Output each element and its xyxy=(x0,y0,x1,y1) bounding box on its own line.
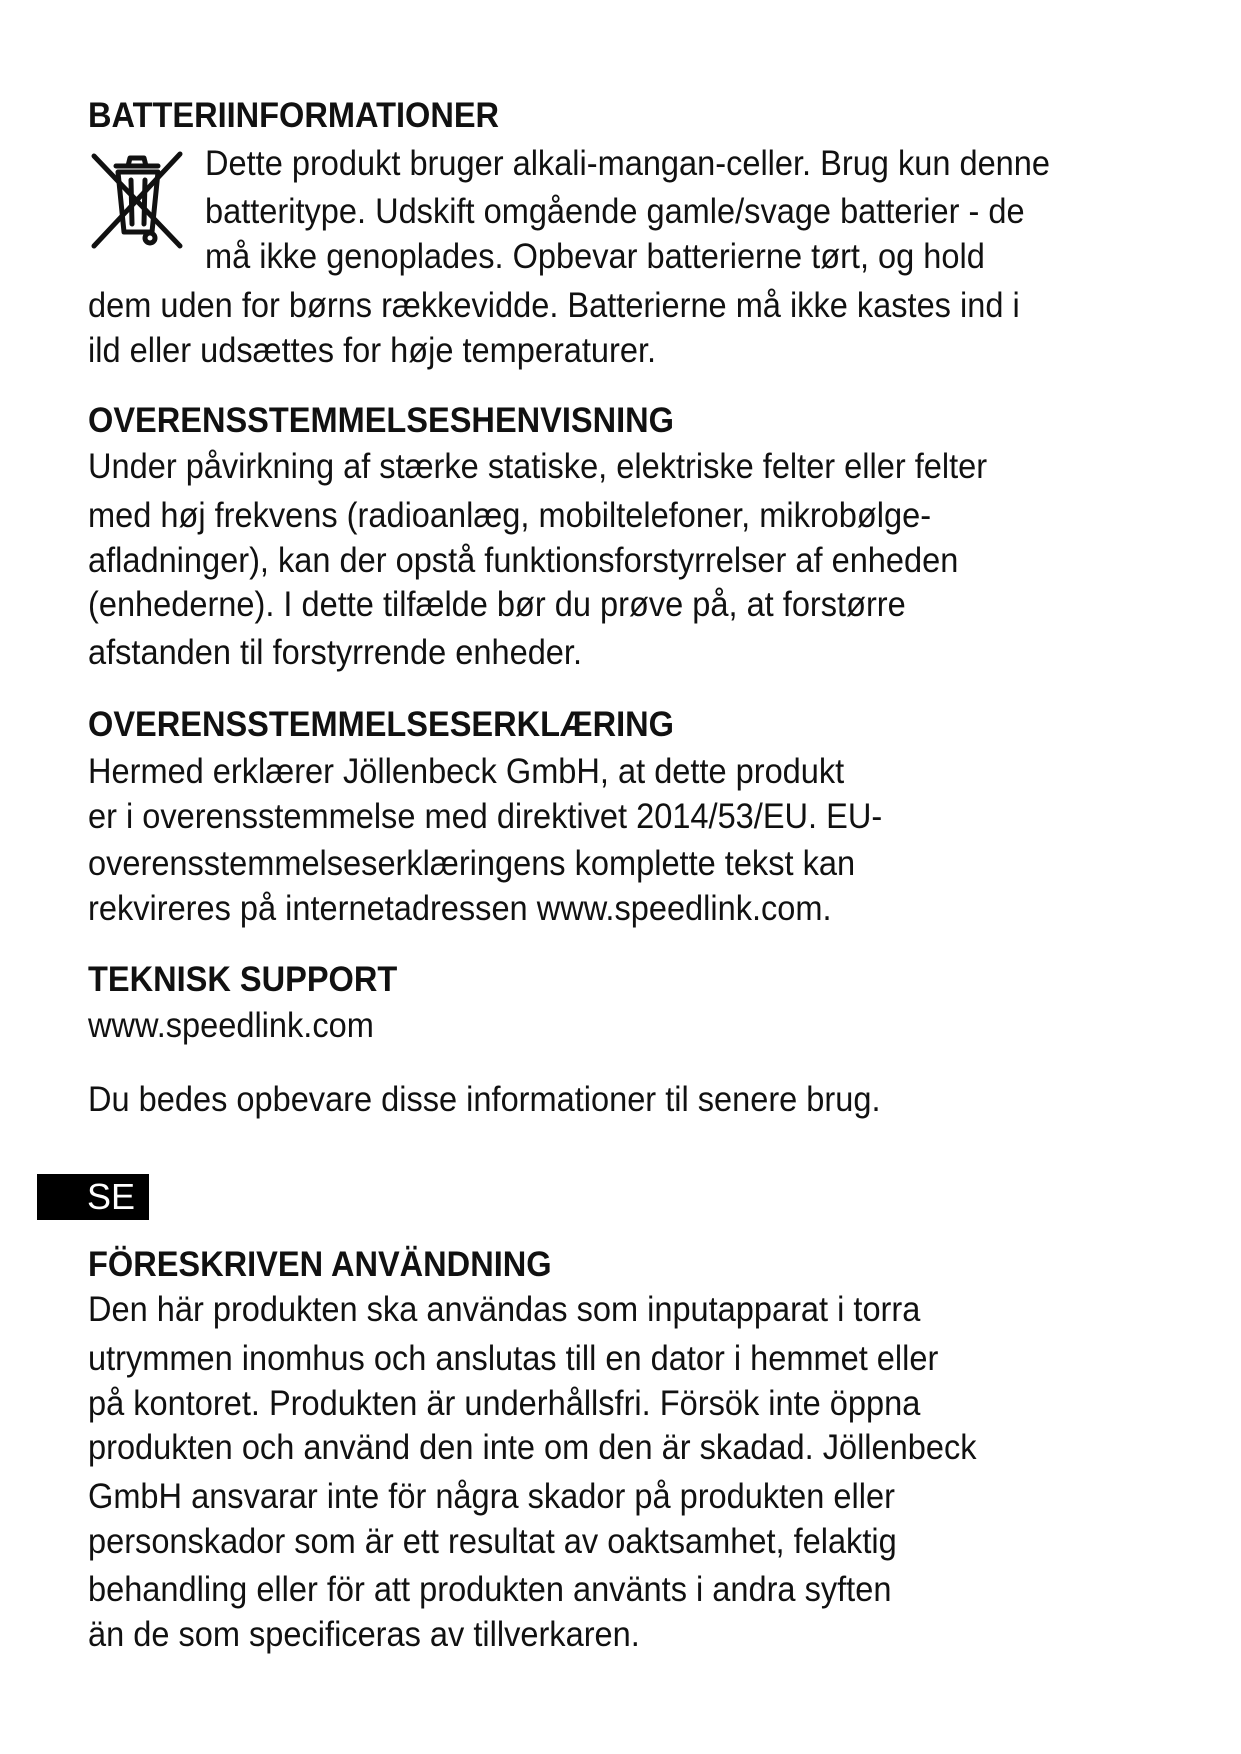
declaration-line-2: er i overensstemmelse med direktivet 2014/53/EU. EU- xyxy=(88,797,883,836)
battery-line-5: ild eller udsættes for høje temperaturer. xyxy=(88,331,657,370)
declaration-line-3: overensstemmelseserklæringens komplette tekst kan xyxy=(88,844,856,883)
intended-use-line-8: än de som specificeras av tillverkaren. xyxy=(88,1615,640,1654)
conformity-notice-line-1: Under påvirkning af stærke statiske, elektriske felter eller felter xyxy=(88,447,988,486)
intended-use-line-1: Den här produkten ska användas som inputapparat i torra xyxy=(88,1290,921,1329)
support-heading: TEKNISK SUPPORT xyxy=(88,960,398,999)
intended-use-line-2: utrymmen inomhus och anslutas till en dator i hemmet eller xyxy=(88,1339,939,1378)
battery-line-2: batteritype. Udskift omgående gamle/svage batterier - de xyxy=(205,192,1025,231)
intended-use-line-3: på kontoret. Produkten är underhållsfri. Försök inte öppna xyxy=(88,1384,921,1423)
conformity-notice-line-3: afladninger), kan der opstå funktionsforstyrrelser af enheden xyxy=(88,541,959,580)
battery-heading: BATTERIINFORMATIONER xyxy=(88,96,500,135)
intended-use-heading: FÖRESKRIVEN ANVÄNDNING xyxy=(88,1245,552,1284)
intended-use-line-6: personskador som är ett resultat av oaktsamhet, felaktig xyxy=(88,1522,897,1561)
battery-line-1: Dette produkt bruger alkali-mangan-celler. Brug kun denne xyxy=(205,144,1050,183)
conformity-notice-line-2: med høj frekvens (radioanlæg, mobiltelefoner, mikrobølge- xyxy=(88,496,932,535)
declaration-heading: OVERENSSTEMMELSESERKLÆRING xyxy=(88,705,674,744)
language-badge-se: SE xyxy=(37,1174,149,1220)
intended-use-line-7: behandling eller för att produkten använts i andra syften xyxy=(88,1570,892,1609)
intended-use-line-4: produkten och använd den inte om den är skadad. Jöllenbeck xyxy=(88,1428,977,1467)
battery-line-4: dem uden for børns rækkevidde. Batterierne må ikke kastes ind i xyxy=(88,286,1020,325)
support-url[interactable]: www.speedlink.com xyxy=(88,1006,374,1045)
conformity-notice-line-4: (enhederne). I dette tilfælde bør du prøve på, at forstørre xyxy=(88,585,906,624)
intended-use-line-5: GmbH ansvarar inte för några skador på produkten eller xyxy=(88,1477,895,1516)
conformity-notice-heading: OVERENSSTEMMELSESHENVISNING xyxy=(88,401,675,440)
battery-line-3: må ikke genoplades. Opbevar batterierne tørt, og hold xyxy=(205,237,985,276)
crossed-out-wheelie-bin-icon xyxy=(86,146,186,254)
declaration-line-4: rekvireres på internetadressen www.speedlink.com. xyxy=(88,889,832,928)
declaration-line-1: Hermed erklærer Jöllenbeck GmbH, at dette produkt xyxy=(88,752,845,791)
support-note: Du bedes opbevare disse informationer til senere brug. xyxy=(88,1080,881,1119)
conformity-notice-line-5: afstanden til forstyrrende enheder. xyxy=(88,633,582,672)
